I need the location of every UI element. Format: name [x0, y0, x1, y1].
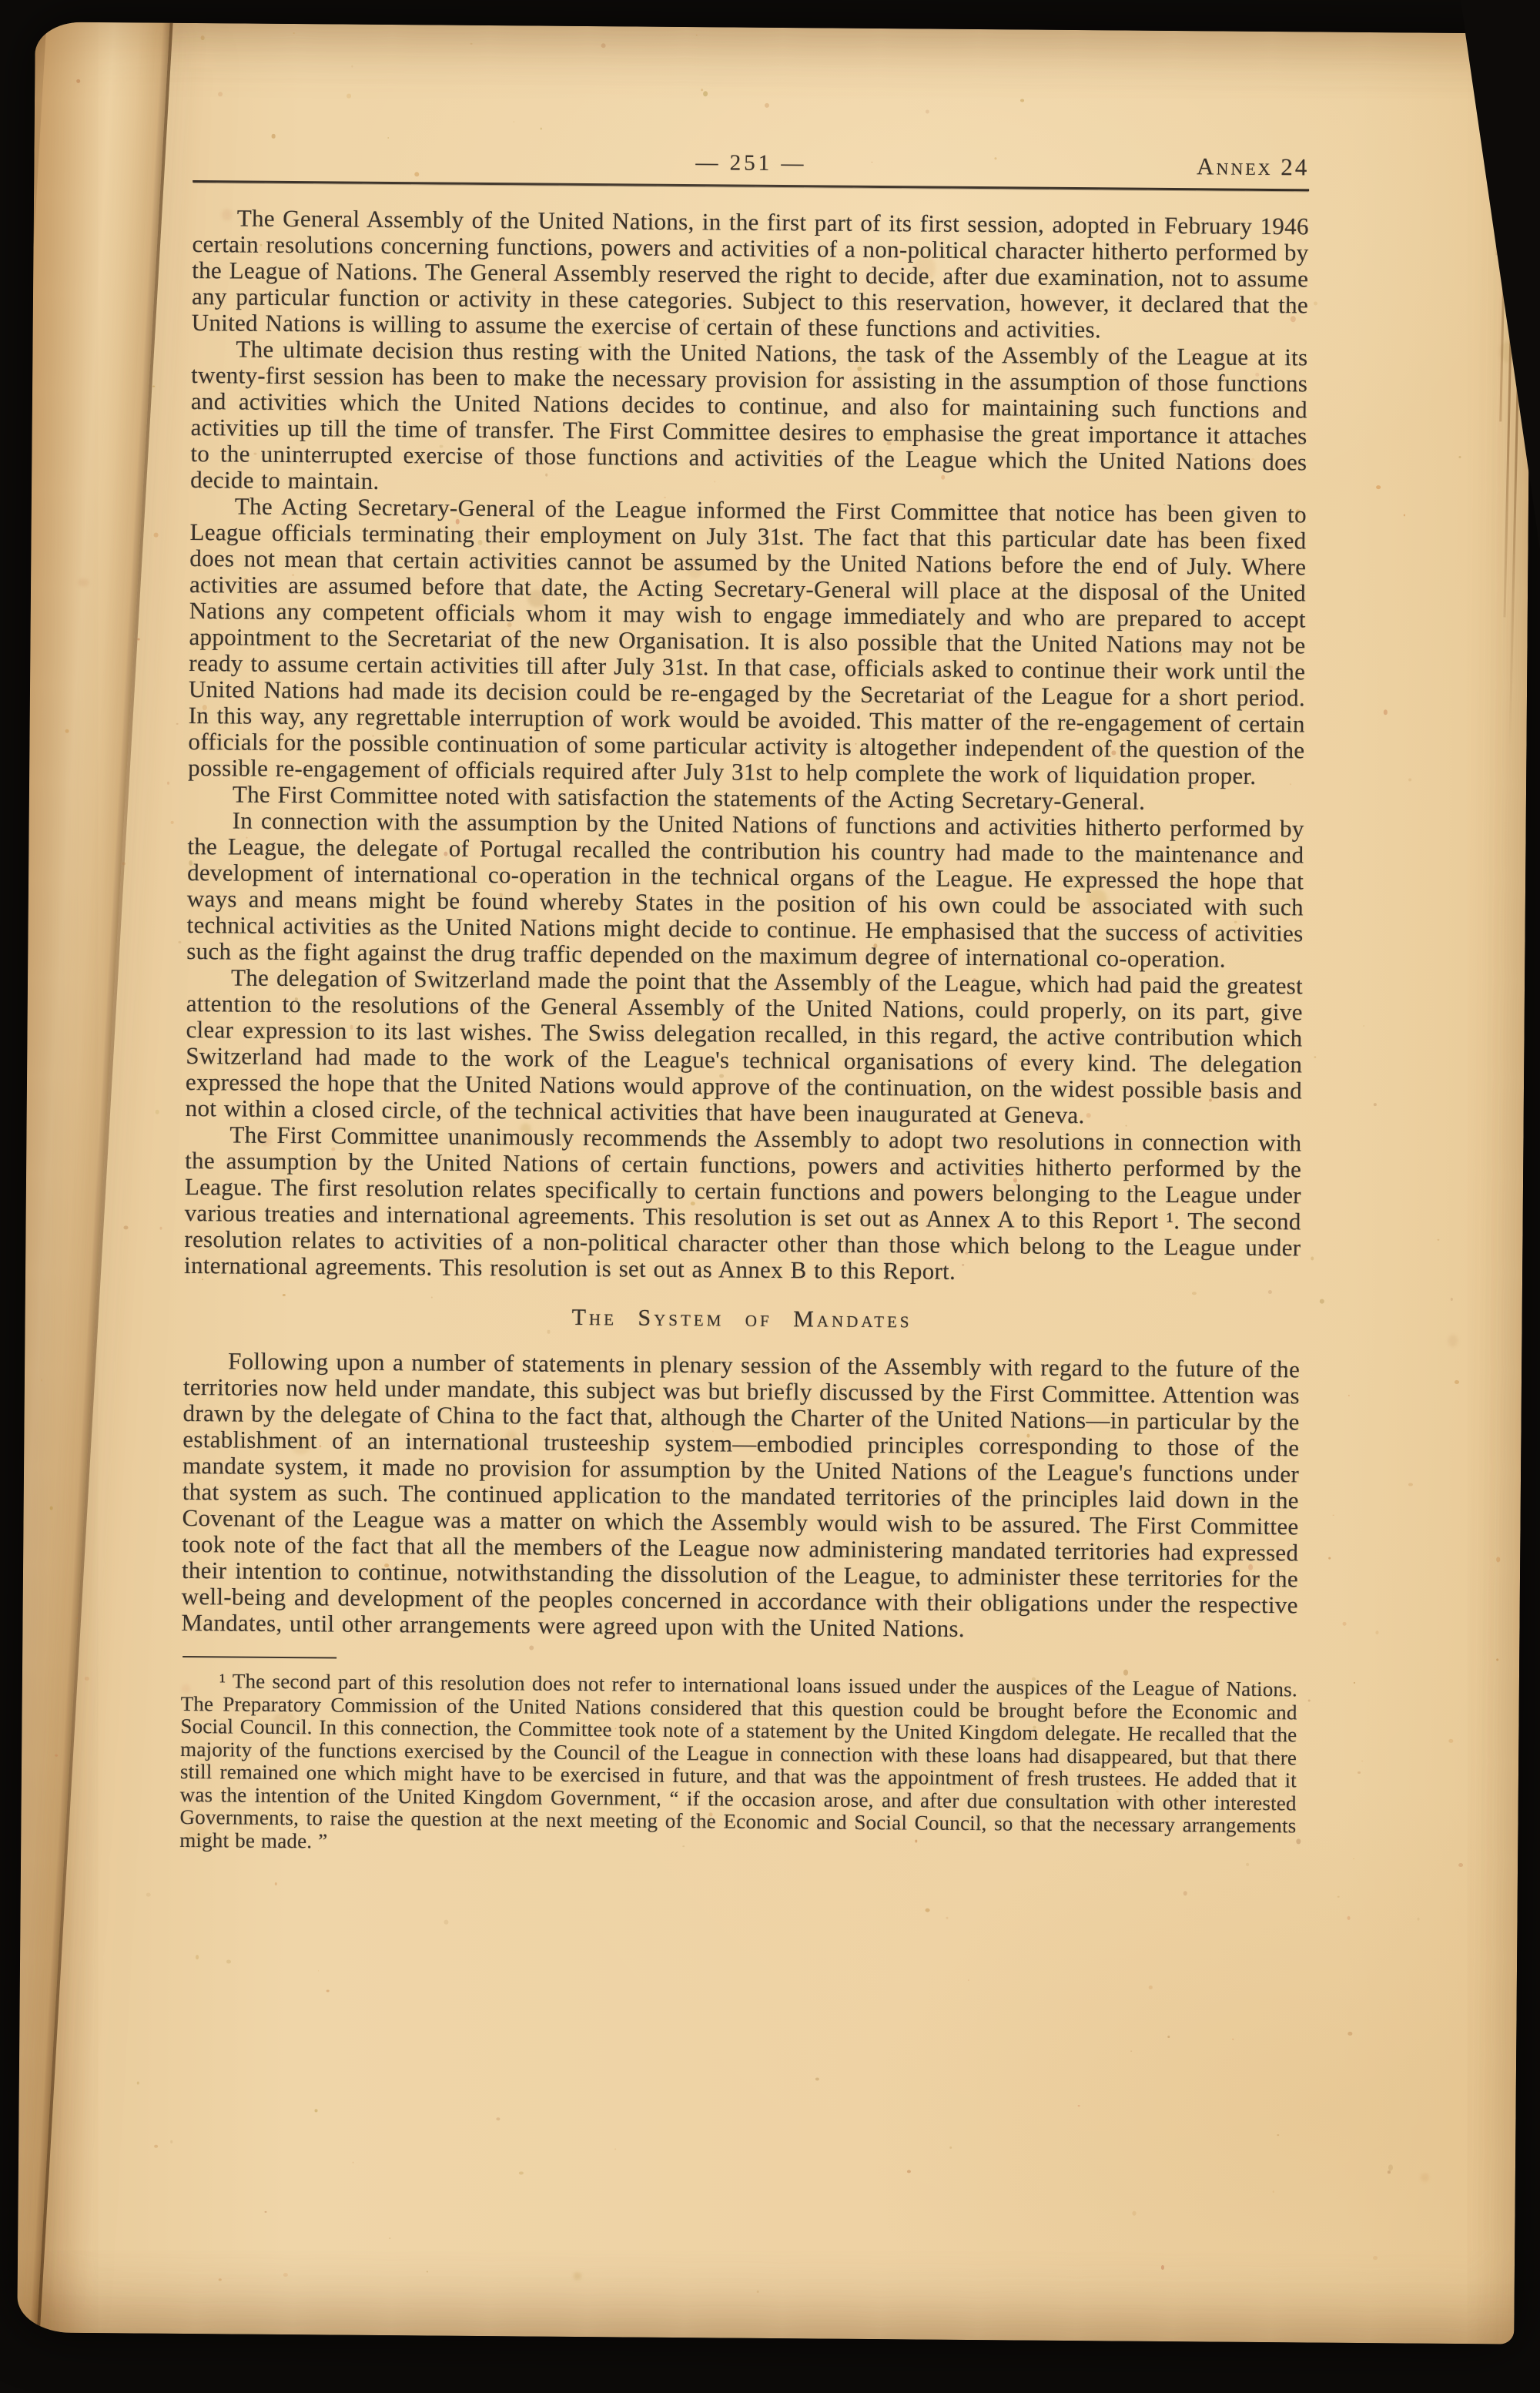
footnote-text: ¹ The second part of this resolution does not refer to international loans issued under the auspices of the League of Nations. The Preparatory Commission of the United Nations considered that this question could be brought before the Economic and Social Council. In this connection, the Committee took note of a statement by the United Kingdom delegate. He recalled that the majority of the functions exercised by the Council of the League in connection with these loans had disappeared, but that there still remained one which might have to be exercised in future, and that was the appointment of fresh trustees. He added that it was the intention of the United Kingdom Government, “ if the occasion arose, and after due consultation with other interested Governments, to raise the question at the next meeting of the Economic and Social Council, so that the necessary arrangements might be made. ”	[179, 1669, 1297, 1852]
section-heading: The System of Mandates	[571, 1304, 912, 1333]
body-paragraph: The First Committee noted with satisfaction the statements of the Acting Secretary-General.	[232, 780, 1146, 815]
report-body	[181, 205, 1309, 1644]
body-paragraph: The Acting Secretary-General of the League informed the First Committee that notice has been given to League officials terminating their employment on July 31st. The fact that this particular date has been fixed does not mean that certain activities cannot be assumed by the United Nations before the end of July. Where activities are assumed before that date, the Acting Secretary-General will place at the disposal of the United Nations any competent officials whom it may wish to engage immediately and who are prepared to accept appointment to the Secretariat of the new Organisation. It is also possible that the United Nations may not be ready to assume certain activities till after July 31st. In that case, officials asked to continue their work until the United Nations had made its decision could be re-engaged by the Secretariat of the League for a short period. In this way, any regrettable interruption of work would be avoided. This matter of the re-engagement of certain officials for the possible continuation of some particular activity is altogether independent of the question of the possible re-engagement of officials required after July 31st to help complete the work of liquidation proper.	[188, 492, 1307, 789]
footnote-rule	[182, 1656, 336, 1659]
printed-content	[179, 146, 1309, 1860]
body-paragraph: Following upon a number of statements in plenary session of the Assembly with regard to the future of the territories now held under mandate, this subject was but briefly discussed by the First Committee. Attention was drawn by the delegate of China to the fact that, although the Charter of the United Nations—in particular by the establishment of an international trusteeship system—embodied principles corresponding to those of the mandate system, it made no provision for assumption by the United Nations of the League's functions under that system as such. The continued application to the mandated territories of the principles laid down in the Covenant of the League was a matter on which the Assembly would wish to be assured. The First Committee took note of the fact that all the members of the League now administering mandated territories had expressed their intention to continue, notwithstanding the dissolution of the League, to administer these territories for the well-being and development of the peoples concerned in accordance with their obligations under the respective Mandates, until other arrangements were agreed upon with the United Nations.	[181, 1347, 1301, 1642]
page-number: — 251 —	[695, 150, 807, 176]
scanned-page	[17, 22, 1532, 2344]
body-paragraph: The delegation of Switzerland made the point that the Assembly of the League, which had paid the greatest attention to the resolutions of the General Assembly of the United Nations, could properly, on its part, give clear expression to its last wishes. The Swiss delegation recalled, in this regard, the active contribution which Switzerland had made to the work of the League's technical organisations of every kind. The delegation expressed the hope that the United Nations would approve of the continuation, on the widest possible basis and not within a closed circle, of the technical activities that have been inaugurated at Geneva.	[185, 964, 1304, 1129]
adjacent-page-edge	[17, 22, 170, 2344]
body-paragraph: The General Assembly of the United Nations, in the first part of its first session, adopted in February 1946 certain resolutions concerning functions, powers and activities of a non-political character hitherto performed by the League of Nations. The General Assembly reserved the right to decide, after due examination, not to assume any particular function or activity in these categories. Subject to this reservation, however, it declared that the United Nations is willing to assume the exercise of certain of these functions and activities.	[191, 204, 1309, 344]
page-header	[192, 146, 1309, 184]
body-paragraph: The ultimate decision thus resting with the United Nations, the task of the Assembly of the League at its twenty-first session has been to make the necessary provision for assisting in the assumption of those functions and activities which the United Nations decides to continue, and also for maintaining such functions and activities up till the time of transfer. The First Committee desires to emphasise the great importance it attaches to the uninterrupted exercise of those functions and activities of the League which the United Nations does decide to maintain.	[190, 335, 1308, 494]
annex-label: Annex 24	[1196, 152, 1310, 181]
body-paragraph: The First Committee unanimously recommends the Assembly to adopt two resolutions in connection with the assumption by the United Nations of certain functions, powers and activities hitherto performed by the League. The first resolution relates specifically to certain functions and powers belonging to the League under various treaties and international agreements. This resolution is set out as Annex A to this Report ¹. The second resolution relates to activities of a non-political character other than those which belong to the League under international agreements. This resolution is set out as Annex B to this Report.	[184, 1121, 1302, 1285]
body-paragraph: In connection with the assumption by the United Nations of functions and activities hitherto performed by the League, the delegate of Portugal recalled the contribution his country had made to the maintenance and development of international co-operation in the technical organs of the League. He expressed the hope that ways and means might be found whereby States in the position of his own could be associated with such technical activities as the United Nations might decide to continue. He emphasised that the success of activities such as the fight against the drug traffic depended on the maximum degree of international co-operation.	[186, 806, 1304, 973]
